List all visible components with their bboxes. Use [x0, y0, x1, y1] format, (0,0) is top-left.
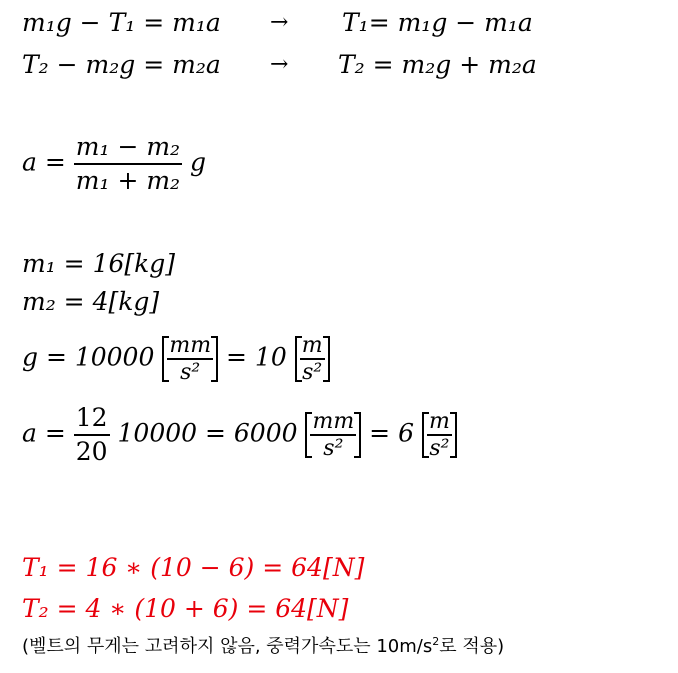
unit-denominator: s²	[302, 360, 323, 385]
a-frac-numerator: 12	[75, 403, 108, 432]
note-superscript: 2	[432, 635, 440, 648]
eq1-right-text: T₁= m₁g − m₁a	[342, 8, 533, 37]
unit-numerator: mm	[169, 333, 212, 358]
eq2-right	[338, 50, 537, 80]
note-text	[22, 632, 504, 658]
unit-bracket	[295, 334, 330, 384]
a-mid: 10000 = 6000	[117, 418, 298, 448]
g-lhs: g = 10000	[22, 342, 155, 372]
t1-result-line	[22, 553, 364, 583]
fraction-bar	[74, 163, 182, 165]
eq2-left: T₂ − m₂g = m₂a	[22, 50, 221, 79]
a-mid2: = 6	[369, 418, 414, 448]
accel-denominator: m₁ + m₂	[75, 166, 181, 195]
t2-result: T₂ = 4 ∗ (10 + 6) = 64[N]	[22, 594, 349, 623]
m2-value: m₂ = 4[kg]	[22, 287, 160, 316]
unit-bracket	[162, 334, 218, 384]
a-fraction	[74, 403, 110, 467]
unit-denominator: s²	[323, 436, 344, 461]
unit-denominator: s²	[180, 360, 201, 385]
unit-numerator: m	[301, 333, 323, 358]
accel-fraction	[74, 132, 182, 196]
g-mid: = 10	[226, 342, 287, 372]
accel-formula-lhs: a =	[22, 147, 66, 177]
eq2-right-text: T₂ = m₂g + m₂a	[338, 50, 537, 79]
a-lhs: a =	[22, 418, 66, 448]
arrow-icon: →	[270, 52, 289, 77]
note-after: 로 적용)	[439, 636, 505, 657]
note-before: (벨트의 무게는 고려하지 않음, 중력가속도는 10m/s	[22, 636, 433, 657]
a-line	[22, 403, 457, 467]
m2-line	[22, 287, 159, 317]
equation-line-2	[22, 50, 221, 80]
m1-value: m₁ = 16[kg]	[22, 249, 176, 278]
m1-line	[22, 249, 175, 279]
t1-result: T₁ = 16 ∗ (10 − 6) = 64[N]	[22, 553, 365, 582]
eq1-right	[342, 8, 533, 38]
t2-result-line	[22, 594, 348, 624]
unit-numerator: m	[428, 409, 450, 434]
unit-bracket	[422, 410, 457, 460]
accel-formula	[22, 132, 206, 196]
g-line	[22, 334, 330, 384]
a-frac-denominator: 20	[75, 437, 108, 466]
accel-formula-tail: g	[190, 147, 207, 177]
eq1-left: m₁g − T₁ = m₁a	[22, 8, 221, 37]
unit-bracket	[305, 410, 361, 460]
unit-denominator: s²	[429, 436, 450, 461]
arrow-icon: →	[270, 10, 289, 35]
unit-numerator: mm	[312, 409, 355, 434]
equation-line-1	[22, 8, 221, 38]
accel-numerator: m₁ − m₂	[75, 132, 181, 161]
